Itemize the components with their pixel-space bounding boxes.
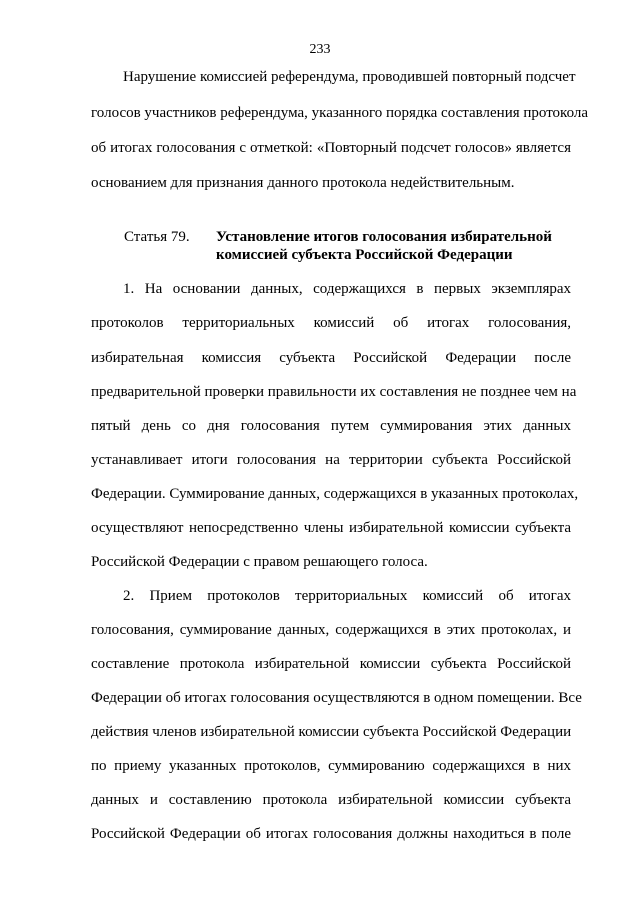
para1-line-8: осуществляют непосредственно члены избирательной комиссии субъекта <box>91 520 571 536</box>
intro-line-3: об итогах голосования с отметкой: «Повторный подсчет голосов» является <box>91 140 571 156</box>
page-number: 233 <box>309 42 331 57</box>
para1-line-3: избирательная комиссия субъекта Российской Федерации после <box>91 350 571 366</box>
para1-line-5: пятый день со дня голосования путем суммирования этих данных <box>91 418 571 434</box>
para2-line-6: по приему указанных протоколов, суммированию содержащихся в них <box>91 758 571 774</box>
para1-line-7: Федерации. Суммирование данных, содержащихся в указанных протоколах, <box>91 486 579 502</box>
intro-line-1: Нарушение комиссией референдума, проводившей повторный подсчет <box>123 69 576 85</box>
para2-line-1: 2. Прием протоколов территориальных комиссий об итогах <box>123 588 571 604</box>
para1-line-9: Российской Федерации с правом решающего голоса. <box>91 554 428 570</box>
para1-line-2: протоколов территориальных комиссий об итогах голосования, <box>91 315 571 331</box>
article-number: Статья 79. <box>124 229 190 245</box>
para2-line-8: Российской Федерации об итогах голосования должны находиться в поле <box>91 826 571 842</box>
intro-line-2: голосов участников референдума, указанного порядка составления протокола <box>91 105 589 121</box>
para1-line-6: устанавливает итоги голосования на территории субъекта Российской <box>91 452 571 468</box>
article-title-line-1: Установление итогов голосования избирательной <box>216 229 552 245</box>
para2-line-3: составление протокола избирательной комиссии субъекта Российской <box>91 656 571 672</box>
para1-line-4: предварительной проверки правильности их составления не позднее чем на <box>91 384 577 400</box>
para1-line-1: 1. На основании данных, содержащихся в первых экземплярах <box>123 281 571 297</box>
article-title-line-2: комиссией субъекта Российской Федерации <box>216 247 513 263</box>
para2-line-5: действия членов избирательной комиссии субъекта Российской Федерации <box>91 724 572 740</box>
intro-line-4: основанием для признания данного протокола недействительным. <box>91 175 515 191</box>
para2-line-2: голосования, суммирование данных, содержащихся в этих протоколах, и <box>91 622 571 638</box>
para2-line-7: данных и составлению протокола избирательной комиссии субъекта <box>91 792 571 808</box>
para2-line-4: Федерации об итогах голосования осуществляются в одном помещении. Все <box>91 690 582 706</box>
